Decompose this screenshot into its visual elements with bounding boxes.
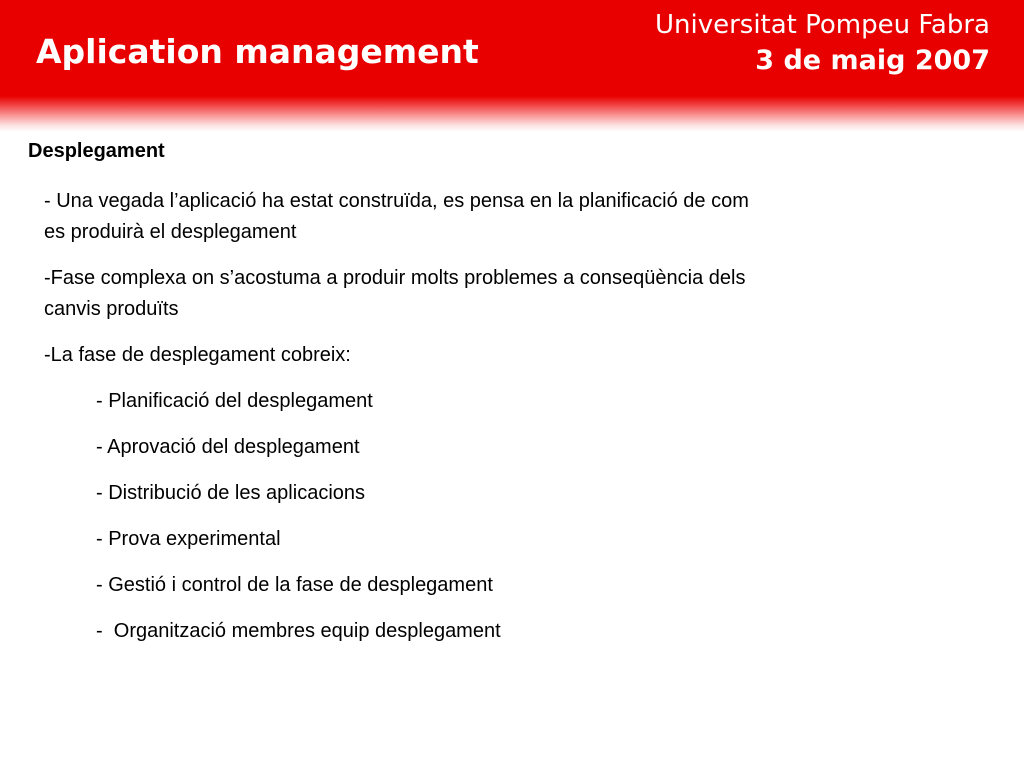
list-item: - Organització membres equip desplegament — [96, 620, 501, 642]
slide-body — [44, 186, 764, 662]
section-title: Desplegament — [28, 140, 165, 162]
paragraph: - Una vegada l’aplicació ha estat construïda, es pensa en la planificació de com es produirà el desplegament — [44, 190, 749, 243]
institution-block — [655, 8, 990, 78]
list-item: - Gestió i control de la fase de desplegament — [96, 574, 493, 596]
header-banner — [0, 0, 1024, 132]
slide-title: Aplication management — [36, 32, 479, 71]
deployment-phase-list — [44, 386, 764, 647]
presentation-date: 3 de maig 2007 — [755, 45, 990, 76]
paragraph: -La fase de desplegament cobreix: — [44, 344, 351, 366]
list-item: - Distribució de les aplicacions — [96, 482, 366, 504]
list-item: - Aprovació del desplegament — [96, 436, 360, 458]
list-item: - Prova experimental — [96, 528, 281, 550]
list-item: - Planificació del desplegament — [96, 390, 373, 412]
institution-name: Universitat Pompeu Fabra — [654, 10, 990, 40]
paragraph: -Fase complexa on s’acostuma a produir molts problemes a conseqüència dels canvis produïts — [44, 267, 746, 320]
